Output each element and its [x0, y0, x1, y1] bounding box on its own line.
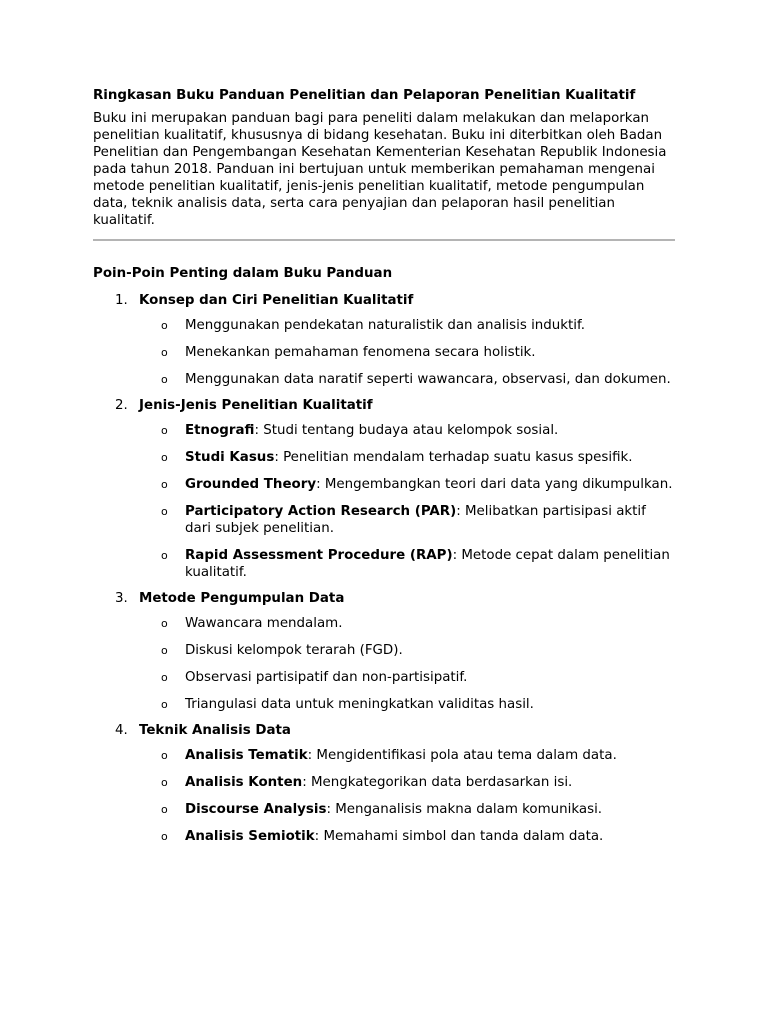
list-item — [139, 747, 675, 764]
list-item-text — [185, 828, 675, 845]
document-title: Ringkasan Buku Panduan Penelitian dan Pelaporan Penelitian Kualitatif — [93, 88, 636, 103]
list-item — [139, 774, 675, 791]
list-item-text — [185, 669, 675, 686]
section-number: 3. — [115, 591, 128, 606]
circle-bullet-icon: o — [161, 803, 168, 816]
circle-bullet-icon: o — [161, 830, 168, 843]
sub-point-list — [139, 317, 675, 388]
list-item-term: Discourse Analysis — [185, 802, 327, 817]
list-item-term: Etnografi — [185, 423, 255, 438]
document-content — [93, 87, 675, 845]
sub-point-list — [139, 747, 675, 845]
list-item-text — [185, 801, 675, 818]
list-item-description: Menggunakan data naratif seperti wawancara, observasi, dan dokumen. — [185, 372, 671, 387]
section-number: 4. — [115, 723, 128, 738]
list-item-text — [185, 371, 675, 388]
list-item-description: Menekankan pemahaman fenomena secara holistik. — [185, 345, 536, 360]
section-item — [93, 292, 675, 388]
list-item-text — [185, 503, 675, 537]
sub-point-list — [139, 422, 675, 581]
list-item — [139, 344, 675, 361]
section-number: 2. — [115, 398, 128, 413]
circle-bullet-icon: o — [161, 373, 168, 386]
list-item-term: Studi Kasus — [185, 450, 275, 465]
list-item — [139, 696, 675, 713]
list-item-text — [185, 547, 675, 581]
list-item-description: Triangulasi data untuk meningkatkan validitas hasil. — [185, 697, 534, 712]
list-item-description: : Penelitian mendalam terhadap suatu kasus spesifik. — [274, 450, 633, 465]
key-points-list — [93, 292, 675, 845]
list-item-text — [185, 476, 675, 493]
circle-bullet-icon: o — [161, 451, 168, 464]
list-item-text — [185, 615, 675, 632]
circle-bullet-icon: o — [161, 478, 168, 491]
list-item-term: Participatory Action Research (PAR) — [185, 504, 457, 519]
list-item — [139, 642, 675, 659]
list-item-text — [185, 774, 675, 791]
sub-point-list — [139, 615, 675, 713]
list-item-text — [185, 422, 675, 439]
list-item-text — [185, 449, 675, 466]
list-item-term: Analisis Konten — [185, 775, 303, 790]
list-item-term: Analisis Tematik — [185, 748, 308, 763]
list-item-description: : Mengidentifikasi pola atau tema dalam data. — [307, 748, 617, 763]
list-item-description: Diskusi kelompok terarah (FGD). — [185, 643, 403, 658]
circle-bullet-icon: o — [161, 776, 168, 789]
list-item-description: Observasi partisipatif dan non-partisipatif. — [185, 670, 468, 685]
list-item — [139, 371, 675, 388]
list-item-text — [185, 642, 675, 659]
circle-bullet-icon: o — [161, 424, 168, 437]
section-number: 1. — [115, 293, 128, 308]
list-item — [139, 476, 675, 493]
circle-bullet-icon: o — [161, 698, 168, 711]
list-item — [139, 828, 675, 845]
list-item — [139, 615, 675, 632]
list-item — [139, 801, 675, 818]
circle-bullet-icon: o — [161, 549, 168, 562]
list-item-description: : Studi tentang budaya atau kelompok sosial. — [254, 423, 559, 438]
section-item — [93, 722, 675, 845]
list-item-description: Menggunakan pendekatan naturalistik dan analisis induktif. — [185, 318, 585, 333]
list-item — [139, 422, 675, 439]
section-heading: Konsep dan Ciri Penelitian Kualitatif — [139, 293, 414, 308]
circle-bullet-icon: o — [161, 346, 168, 359]
list-item-term: Rapid Assessment Procedure (RAP) — [185, 548, 453, 563]
intro-paragraph: Buku ini merupakan panduan bagi para peneliti dalam melakukan dan melaporkan penelitian kualitatif, khususnya di bidang kesehatan. Buku ini diterbitkan oleh Badan Penelitian dan Pengembangan Kesehatan Kementerian Kesehatan Republik Indonesia pada tahun 2018. Panduan ini bertujuan untuk memberikan pemahaman mengenai metode penelitian kualitatif, jenis-jenis penelitian kualitatif, metode pengumpulan data, teknik analisis data, serta cara penyajian dan pelaporan hasil penelitian kualitatif. — [93, 111, 667, 228]
circle-bullet-icon: o — [161, 505, 168, 518]
list-item — [139, 669, 675, 686]
section-title: Poin-Poin Penting dalam Buku Panduan — [93, 266, 393, 281]
list-item-term: Grounded Theory — [185, 477, 317, 492]
circle-bullet-icon: o — [161, 749, 168, 762]
horizontal-divider — [93, 239, 675, 241]
circle-bullet-icon: o — [161, 671, 168, 684]
section-item — [93, 590, 675, 713]
section-item — [93, 397, 675, 581]
section-heading: Jenis-Jenis Penelitian Kualitatif — [139, 398, 373, 413]
list-item — [139, 317, 675, 334]
list-item-text — [185, 317, 675, 334]
list-item — [139, 449, 675, 466]
circle-bullet-icon: o — [161, 617, 168, 630]
list-item-description: : Metode cepat dalam penelitian kualitatif. — [185, 548, 670, 580]
list-item-term: Analisis Semiotik — [185, 829, 315, 844]
list-item — [139, 547, 675, 581]
list-item-description: : Mengembangkan teori dari data yang dikumpulkan. — [316, 477, 673, 492]
list-item-text — [185, 344, 675, 361]
list-item — [139, 503, 675, 537]
circle-bullet-icon: o — [161, 644, 168, 657]
list-item-description: : Melibatkan partisipasi aktif dari subjek penelitian. — [185, 504, 646, 536]
list-item-text — [185, 747, 675, 764]
list-item-description: : Menganalisis makna dalam komunikasi. — [326, 802, 603, 817]
circle-bullet-icon: o — [161, 319, 168, 332]
section-heading: Metode Pengumpulan Data — [139, 591, 345, 606]
list-item-description: : Mengkategorikan data berdasarkan isi. — [302, 775, 573, 790]
list-item-text — [185, 696, 675, 713]
section-heading: Teknik Analisis Data — [139, 723, 291, 738]
list-item-description: : Memahami simbol dan tanda dalam data. — [314, 829, 604, 844]
list-item-description: Wawancara mendalam. — [185, 616, 343, 631]
